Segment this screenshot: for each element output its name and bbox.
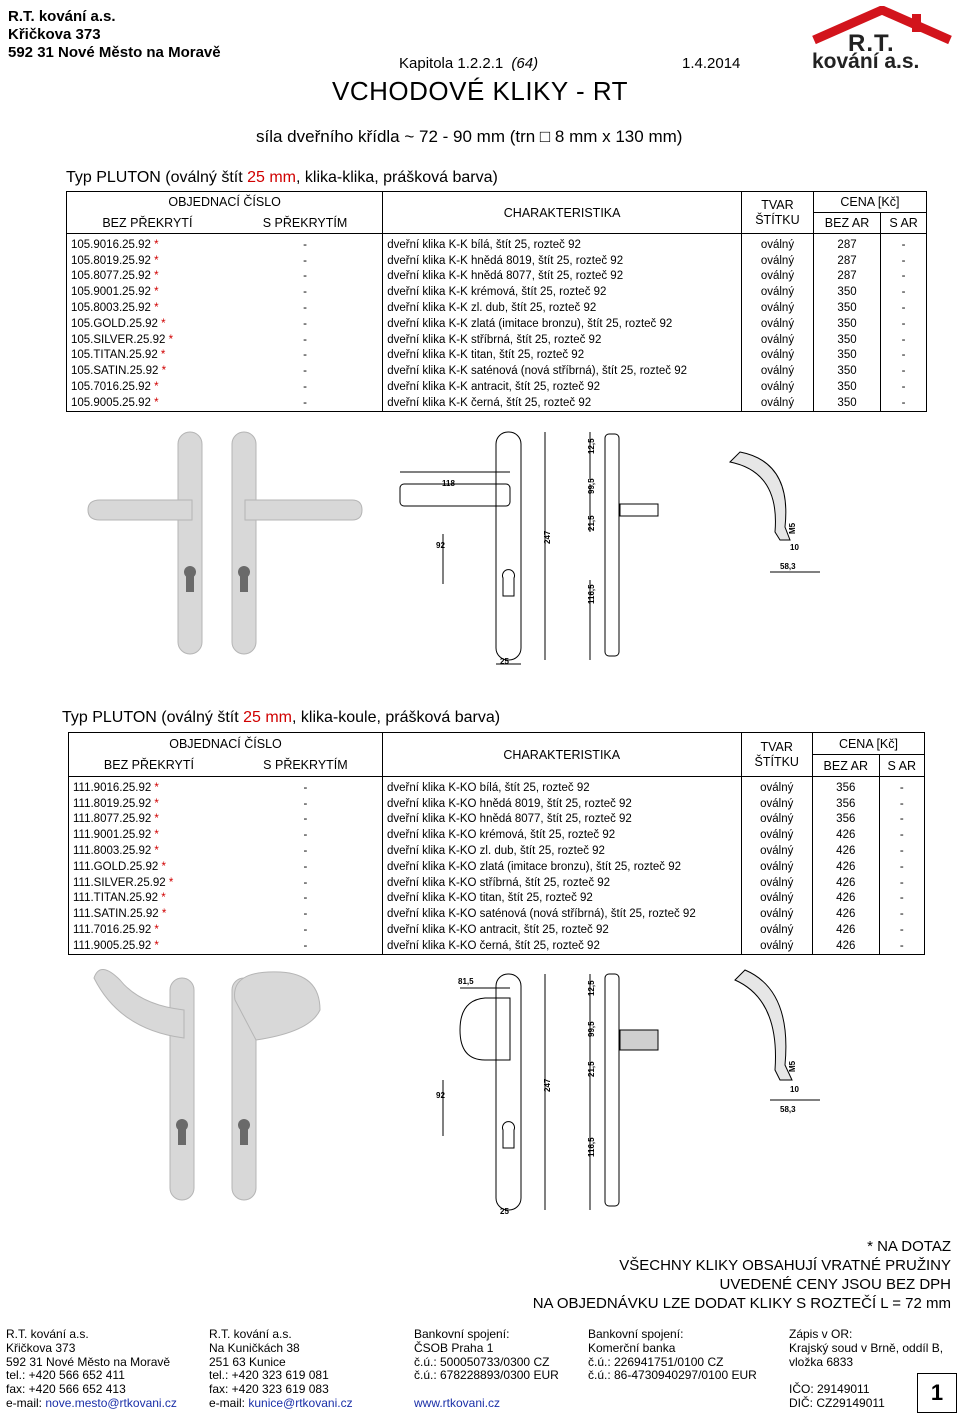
price-ar-cell: - [881,379,927,395]
shape-cell: oválný [741,777,812,796]
svg-text:21,5: 21,5 [587,515,596,531]
svg-text:M5: M5 [788,522,797,534]
price-ar-cell: - [879,812,924,828]
table-row [67,300,927,316]
on-request-star: * [151,797,159,810]
th2-with-ar: S AR [879,755,924,777]
description-cell: dveřní klika K-KO hnědá 8019, štít 25, rozteč 92 [383,796,742,812]
svg-text:99,5: 99,5 [587,478,596,494]
table-row [69,827,925,843]
th-without-overlap: BEZ PŘEKRYTÍ [67,213,228,234]
shape-cell: oválný [741,938,812,954]
order-code-cell: 105.TITAN.25.92 * [67,348,228,364]
description-cell: dveřní klika K-KO antracit, štít 25, rozteč 92 [383,922,742,938]
table-row [67,253,927,269]
price-cell: 350 [813,284,880,300]
shape-cell: oválný [742,234,814,253]
shape-cell: oválný [742,332,814,348]
price-ar-cell: - [879,938,924,954]
table-row [69,938,925,954]
handle-drawing-2 [80,960,880,1220]
section1-title-highlight: 25 mm [247,169,296,186]
table-row [69,843,925,859]
email-link-nove-mesto[interactable]: nove.mesto@rtkovani.cz [45,1395,177,1410]
price-cell: 350 [813,316,880,332]
section2-title: Typ PLUTON (oválný štít 25 mm, klika-koule, prášková barva) [62,709,501,726]
price-ar-cell: - [881,363,927,379]
shape-cell: oválný [741,843,812,859]
th-with-overlap: S PŘEKRYTÍM [228,213,383,234]
th-price: CENA [Kč] [813,192,926,213]
svg-text:58,3: 58,3 [780,1105,796,1114]
description-cell: dveřní klika K-K zl. dub, štít 25, rozteč 92 [383,300,742,316]
price-cell: 287 [813,253,880,269]
svg-text:99,5: 99,5 [587,1021,596,1037]
shape-cell: oválný [741,796,812,812]
shape-cell: oválný [741,812,812,828]
logo-text-rt: R.T. [848,30,895,57]
description-cell: dveřní klika K-K antracit, štít 25, rozteč 92 [383,379,742,395]
th-shape: TVAR ŠTÍTKU [742,192,814,234]
th-order-number: OBJEDNACÍ ČÍSLO [67,192,383,213]
description-cell: dveřní klika K-KO krémová, štít 25, rozteč 92 [383,827,742,843]
technical-front-1 [400,432,590,664]
svg-text:81,5: 81,5 [458,977,474,986]
price-ar-cell: - [881,332,927,348]
on-request-star: * [151,924,159,937]
overlap-cell: - [229,777,383,796]
shape-cell: oválný [742,300,814,316]
website-link[interactable]: www.rtkovani.cz [414,1395,501,1410]
note-springs: VŠECHNY KLIKY OBSAHUJÍ VRATNÉ PRUŽINY [619,1257,951,1274]
description-cell: dveřní klika K-KO zl. dub, štít 25, rozteč 92 [383,843,742,859]
handle-drawing-1 [80,422,880,670]
on-request-star: * [150,381,159,394]
order-code-cell: 111.SATIN.25.92 * [69,906,229,922]
order-code-cell: 105.8003.25.92 * [67,300,228,316]
order-code-cell: 111.9005.25.92 * [69,938,229,954]
th2-price: CENA [Kč] [812,733,924,755]
order-code-cell: 105.8019.25.92 * [67,253,228,269]
description-cell: dveřní klika K-KO hnědá 8077, štít 25, rozteč 92 [383,812,742,828]
price-cell: 426 [812,906,879,922]
on-request-star: * [158,860,166,873]
price-ar-cell: - [879,796,924,812]
on-request-star: * [150,302,159,315]
svg-text:58,3: 58,3 [780,562,796,571]
overlap-cell: - [229,938,383,954]
description-cell: dveřní klika K-KO černá, štít 25, rozteč 92 [383,938,742,954]
price-cell: 426 [812,843,879,859]
price-ar-cell: - [879,859,924,875]
table-row [67,332,927,348]
on-request-star: * [150,396,159,409]
order-code-cell: 105.SATIN.25.92 * [67,363,228,379]
price-cell: 426 [812,938,879,954]
footer-bank-2: Bankovní spojení: Komerční banka č.ú.: 226941751/0100 CZ č.ú.: 86-4730940297/0100 EUR [588,1327,757,1383]
on-request-star: * [150,238,159,251]
svg-text:92: 92 [436,541,445,550]
svg-text:12,5: 12,5 [587,438,596,454]
table-row [69,906,925,922]
table-row [67,348,927,364]
price-cell: 356 [812,796,879,812]
footer-branch-2: R.T. kování a.s. Na Kuničkách 38 251 63 Kunice tel.: +420 323 619 081 fax: +420 323 619 083 e-mail: kunice@rtkovani.cz [209,1327,353,1410]
overlap-cell: - [228,332,383,348]
page-title: VCHODOVÉ KLIKY - RT [332,76,629,106]
on-request-star: * [165,333,174,346]
price-cell: 426 [812,827,879,843]
svg-text:118: 118 [442,479,455,488]
table-row [69,796,925,812]
product-table-1 [66,191,927,412]
th2-with-overlap: S PŘEKRYTÍM [229,755,383,777]
description-cell: dveřní klika K-K titan, štít 25, rozteč 92 [383,348,742,364]
chapter-info [399,55,538,72]
order-code-cell: 111.9016.25.92 * [69,777,229,796]
price-cell: 426 [812,922,879,938]
logo-text-name: kování a.s. [812,50,920,73]
svg-text:116,5: 116,5 [587,1137,596,1157]
on-request-star: * [151,781,159,794]
price-cell: 350 [813,363,880,379]
overlap-cell: - [228,284,383,300]
description-cell: dveřní klika K-K černá, štít 25, rozteč 92 [383,395,742,411]
description-cell: dveřní klika K-K zlatá (imitace bronzu), štít 25, rozteč 92 [383,316,742,332]
overlap-cell: - [228,316,383,332]
shape-cell: oválný [742,269,814,285]
th-without-ar: BEZ AR [813,213,880,234]
svg-text:116,5: 116,5 [587,584,596,604]
footer-branch-1: R.T. kování a.s. Křičkova 373 592 31 Nové Město na Moravě tel.: +420 566 652 411 fax: +420 566 652 413 e-mail: nove.mesto@rtkovani.cz [6,1327,177,1410]
company-name: R.T. kování a.s. [8,8,116,25]
footer-registry: Zápis v OR: Krajský soud v Brně, oddíl B, vložka 6833 IČO: 29149011 DIČ: CZ29149011 [789,1327,944,1410]
on-request-star: * [151,845,159,858]
price-ar-cell: - [881,348,927,364]
price-ar-cell: - [879,922,924,938]
price-ar-cell: - [881,269,927,285]
on-request-star: * [151,939,159,952]
document-date: 1.4.2014 [682,55,741,72]
th2-without-overlap: BEZ PŘEKRYTÍ [69,755,229,777]
table-row [69,812,925,828]
price-cell: 350 [813,348,880,364]
description-cell: dveřní klika K-K saténová (nová stříbrná), štít 25, rozteč 92 [383,363,742,379]
order-code-cell: 105.9001.25.92 * [67,284,228,300]
table-row [67,363,927,379]
shape-cell: oválný [742,316,814,332]
svg-text:25: 25 [500,1207,509,1216]
description-cell: dveřní klika K-KO zlatá (imitace bronzu), štít 25, rozteč 92 [383,859,742,875]
on-request-star: * [158,365,167,378]
table-row [67,284,927,300]
notes-block [533,1237,951,1313]
note-spacing-72: NA OBJEDNÁVKU LZE DODAT KLIKY S ROZTEČÍ L = 72 mm [532,1295,951,1312]
shape-cell: oválný [742,395,814,411]
table-row [67,395,927,411]
technical-side-1 [605,434,820,656]
on-request-star: * [165,876,174,889]
company-logo [812,6,952,72]
order-code-cell: 111.8019.25.92 * [69,796,229,812]
th2-characteristics: CHARAKTERISTIKA [383,733,742,777]
page-number: 1 [917,1373,957,1413]
on-request-star: * [151,813,159,826]
shape-cell: oválný [742,348,814,364]
overlap-cell: - [228,300,383,316]
svg-text:247: 247 [543,1078,552,1092]
svg-text:21,5: 21,5 [587,1061,596,1077]
page-subtitle: síla dveřního křídla ~ 72 - 90 mm (trn □ 8 mm x 130 mm) [256,127,683,146]
overlap-cell: - [228,234,383,253]
price-cell: 287 [813,234,880,253]
on-request-star: * [150,286,159,299]
price-cell: 350 [813,395,880,411]
email-link-kunice[interactable]: kunice@rtkovani.cz [248,1395,353,1410]
shape-cell: oválný [742,363,814,379]
order-code-cell: 111.SILVER.25.92 * [69,875,229,891]
shape-cell: oválný [742,284,814,300]
overlap-cell: - [229,843,383,859]
price-cell: 426 [812,859,879,875]
price-ar-cell: - [881,395,927,411]
table-1-body [67,234,927,412]
price-ar-cell: - [879,843,924,859]
svg-text:10: 10 [790,1085,799,1094]
technical-side-2 [605,970,820,1206]
price-cell: 350 [813,332,880,348]
price-ar-cell: - [881,316,927,332]
description-cell: dveřní klika K-KO saténová (nová stříbrná), štít 25, rozteč 92 [383,906,742,922]
price-cell: 350 [813,379,880,395]
overlap-cell: - [228,269,383,285]
overlap-cell: - [228,348,383,364]
handle-photo-2 [94,969,320,1200]
order-code-cell: 105.9005.25.92 * [67,395,228,411]
price-ar-cell: - [879,875,924,891]
price-cell: 287 [813,269,880,285]
section1-title: Typ PLUTON (oválný štít 25 mm, klika-klika, prášková barva) [66,169,498,186]
overlap-cell: - [229,891,383,907]
technical-front-2 [443,974,590,1210]
note-on-request: * NA DOTAZ [867,1238,951,1255]
overlap-cell: - [229,922,383,938]
shape-cell: oválný [741,827,812,843]
overlap-cell: - [228,395,383,411]
order-code-cell: 105.8077.25.92 * [67,269,228,285]
th2-without-ar: BEZ AR [812,755,879,777]
handle-photo-1 [88,432,362,654]
overlap-cell: - [229,827,383,843]
description-cell: dveřní klika K-K bílá, štít 25, rozteč 92 [383,234,742,253]
order-code-cell: 105.7016.25.92 * [67,379,228,395]
chapter-label: Kapitola 1.2.2.1 [399,55,504,72]
overlap-cell: - [229,875,383,891]
shape-cell: oválný [741,875,812,891]
on-request-star: * [158,892,166,905]
overlap-cell: - [228,363,383,379]
table-row [69,891,925,907]
price-ar-cell: - [879,827,924,843]
price-ar-cell: - [881,234,927,253]
th-characteristics: CHARAKTERISTIKA [383,192,742,234]
price-cell: 426 [812,891,879,907]
svg-text:247: 247 [543,530,552,544]
section2-title-highlight: 25 mm [243,709,292,726]
table-row [69,859,925,875]
shape-cell: oválný [741,922,812,938]
price-ar-cell: - [879,906,924,922]
description-cell: dveřní klika K-KO stříbrná, štít 25, rozteč 92 [383,875,742,891]
description-cell: dveřní klika K-KO bílá, štít 25, rozteč 92 [383,777,742,796]
price-ar-cell: - [879,891,924,907]
overlap-cell: - [229,906,383,922]
on-request-star: * [150,254,159,267]
company-street: Křičkova 373 [8,26,101,43]
description-cell: dveřní klika K-K hnědá 8077, štít 25, rozteč 92 [383,269,742,285]
footer-bank-1: Bankovní spojení: ČSOB Praha 1 č.ú.: 500050733/0300 CZ č.ú.: 678228893/0300 EUR www.rtkovani.cz [414,1327,559,1410]
order-code-cell: 111.8077.25.92 * [69,812,229,828]
product-table-2 [68,732,925,955]
order-code-cell: 105.GOLD.25.92 * [67,316,228,332]
price-cell: 426 [812,875,879,891]
svg-text:10: 10 [790,543,799,552]
svg-text:M5: M5 [788,1060,797,1072]
order-code-cell: 111.TITAN.25.92 * [69,891,229,907]
description-cell: dveřní klika K-KO titan, štít 25, rozteč 92 [383,891,742,907]
chapter-page: (64) [511,55,539,72]
on-request-star: * [151,829,159,842]
overlap-cell: - [229,812,383,828]
order-code-cell: 111.GOLD.25.92 * [69,859,229,875]
price-ar-cell: - [881,253,927,269]
table-row [67,269,927,285]
shape-cell: oválný [741,906,812,922]
th2-shape: TVAR ŠTÍTKU [741,733,812,777]
overlap-cell: - [228,253,383,269]
overlap-cell: - [228,379,383,395]
shape-cell: oválný [741,891,812,907]
table-row [69,875,925,891]
price-ar-cell: - [881,284,927,300]
overlap-cell: - [229,796,383,812]
dimension-labels-2 [436,977,799,1216]
cylinder-holes-1 [184,566,250,592]
table-row [67,379,927,395]
description-cell: dveřní klika K-K stříbrná, štít 25, rozteč 92 [383,332,742,348]
note-prices-without-vat: UVEDENÉ CENY JSOU BEZ DPH [719,1276,951,1293]
order-code-cell: 105.9016.25.92 * [67,234,228,253]
svg-text:92: 92 [436,1091,445,1100]
svg-text:12,5: 12,5 [587,980,596,996]
on-request-star: * [150,270,159,283]
company-address [8,8,221,62]
overlap-cell: - [229,859,383,875]
th2-order-number: OBJEDNACÍ ČÍSLO [69,733,383,755]
table-row [69,922,925,938]
price-cell: 350 [813,300,880,316]
shape-cell: oválný [742,379,814,395]
company-city: 592 31 Nové Město na Moravě [8,44,221,61]
on-request-star: * [158,908,167,921]
description-cell: dveřní klika K-K hnědá 8019, štít 25, rozteč 92 [383,253,742,269]
description-cell: dveřní klika K-K krémová, štít 25, rozteč 92 [383,284,742,300]
price-ar-cell: - [881,300,927,316]
price-cell: 356 [812,812,879,828]
svg-text:25: 25 [500,657,509,666]
th-with-ar: S AR [881,213,927,234]
order-code-cell: 111.7016.25.92 * [69,922,229,938]
on-request-star: * [157,349,166,362]
shape-cell: oválný [742,253,814,269]
price-ar-cell: - [879,777,924,796]
on-request-star: * [157,317,166,330]
price-cell: 356 [812,777,879,796]
table-row [67,234,927,253]
order-code-cell: 111.9001.25.92 * [69,827,229,843]
order-code-cell: 111.8003.25.92 * [69,843,229,859]
table-2-body [69,777,925,955]
order-code-cell: 105.SILVER.25.92 * [67,332,228,348]
table-row [67,316,927,332]
shape-cell: oválný [741,859,812,875]
table-row [69,777,925,796]
